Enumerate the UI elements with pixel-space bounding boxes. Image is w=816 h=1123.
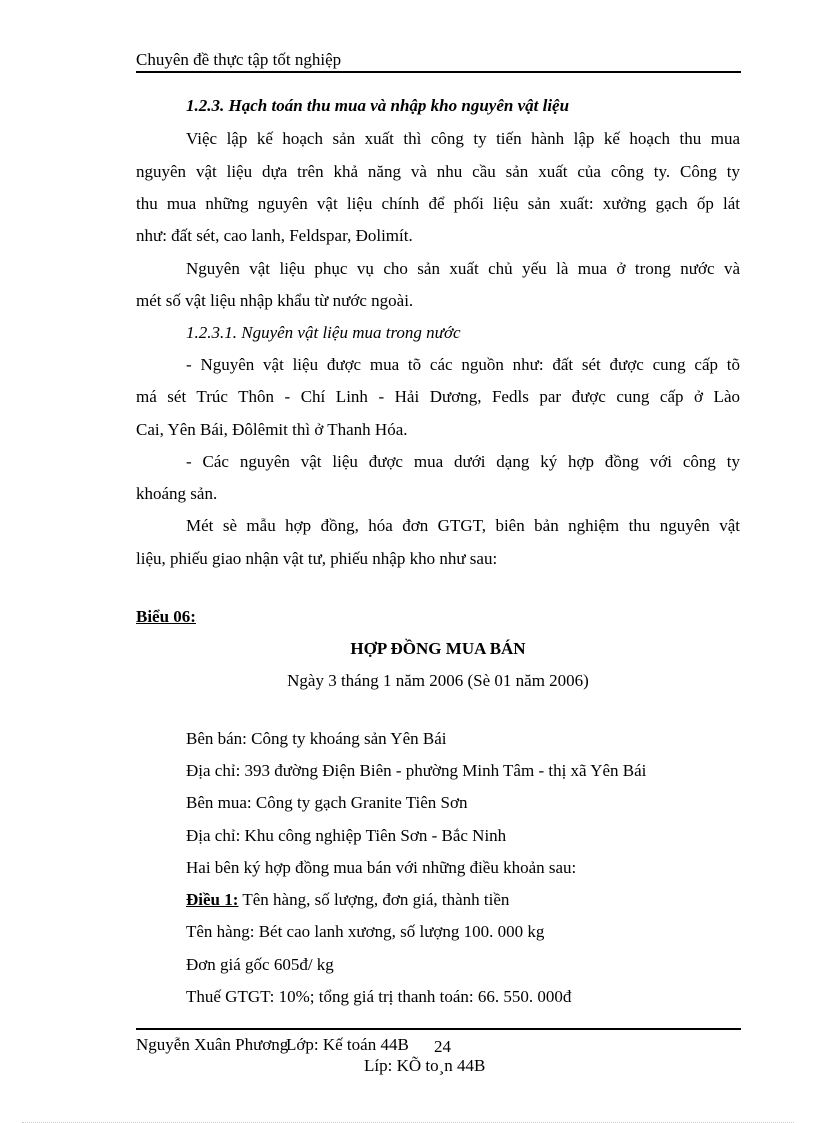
para2-line1: Nguyên vật liệu phục vụ cho sản xuất chủ yếu là mua ở trong nước và <box>186 259 740 278</box>
buyer-line: Bên mua: Công ty gạch Granite Tiên Sơn <box>186 793 468 812</box>
para3-line2: liệu, phiếu giao nhận vật tư, phiếu nhập kho như sau: <box>136 549 498 568</box>
bullet1-line1: - Nguyên vật liệu được mua tõ các nguồn như: đất sét được cung cấp tõ <box>186 355 740 374</box>
article1-text: Tên hàng, số lượng, đơn giá, thành tiền <box>238 890 510 909</box>
form-label: Biểu 06: <box>136 607 196 626</box>
sub-heading: 1.2.3.1. Nguyên vật liệu mua trong nước <box>186 323 461 342</box>
seller-address-line: Địa chỉ: 393 đường Điện Biên - phường Minh Tâm - thị xã Yên Bái <box>186 761 647 780</box>
bullet1-line2: má sét Trúc Thôn - Chí Linh - Hải Dương, Fedls par được cung cấp ở Lào <box>136 387 740 406</box>
seller-line: Bên bán: Công ty khoáng sản Yên Bái <box>186 729 447 748</box>
agreement-line: Hai bên ký hợp đồng mua bán với những điều khoản sau: <box>186 858 577 877</box>
article1-line <box>186 889 509 911</box>
para1-line2: nguyên vật liệu dựa trên khả năng và nhu cầu sản xuất của công ty. Công ty <box>136 162 740 181</box>
unit-price-line: Đơn giá gốc 605đ/ kg <box>186 955 334 974</box>
footer-class: Lớp: Kế toán 44B <box>286 1035 409 1054</box>
vat-line: Thuế GTGT: 10%; tổng giá trị thanh toán: 66. 550. 000đ <box>186 987 572 1006</box>
contract-title: HỢP ĐỒNG MUA BÁN <box>350 639 526 658</box>
bullet2-line1: - Các nguyên vật liệu được mua dưới dạng ký hợp đồng với công ty <box>186 452 740 471</box>
footer-rule <box>136 1028 741 1030</box>
section-heading: 1.2.3. Hạch toán thu mua và nhập kho nguyên vật liệu <box>186 96 570 115</box>
buyer-address-line: Địa chỉ: Khu công nghiệp Tiên Sơn - Bắc Ninh <box>186 826 507 845</box>
para3-line1: Mét sè mẫu hợp đồng, hóa đơn GTGT, biên bản nghiệm thu nguyên vật <box>186 516 740 535</box>
page-number: 24 <box>434 1037 451 1056</box>
header-rule <box>136 71 741 73</box>
para1-line4: như: đất sét, cao lanh, Feldspar, Đolimít. <box>136 226 413 245</box>
contract-date: Ngày 3 tháng 1 năm 2006 (Sè 01 năm 2006) <box>287 671 589 690</box>
article1-label: Điều 1: <box>186 890 239 909</box>
footer-garbled-class: Líp: KÕ to¸n 44B <box>364 1056 486 1075</box>
bullet2-line2: khoáng sản. <box>136 484 218 503</box>
para2-line2: mét số vật liệu nhập khẩu từ nước ngoài. <box>136 291 414 310</box>
footer-author: Nguyễn Xuân Phương <box>136 1035 289 1054</box>
para1-line1: Việc lập kế hoạch sản xuất thì công ty tiến hành lập kế hoạch thu mua <box>186 129 740 148</box>
para1-line3: thu mua những nguyên vật liệu chính để phối liệu sản xuất: xưởng gạch ốp lát <box>136 194 740 213</box>
page-header-title: Chuyên đề thực tập tốt nghiệp <box>136 50 342 69</box>
item-line: Tên hàng: Bét cao lanh xương, số lượng 100. 000 kg <box>186 922 545 941</box>
bullet1-line3: Cai, Yên Bái, Đôlêmit thì ở Thanh Hóa. <box>136 420 408 439</box>
